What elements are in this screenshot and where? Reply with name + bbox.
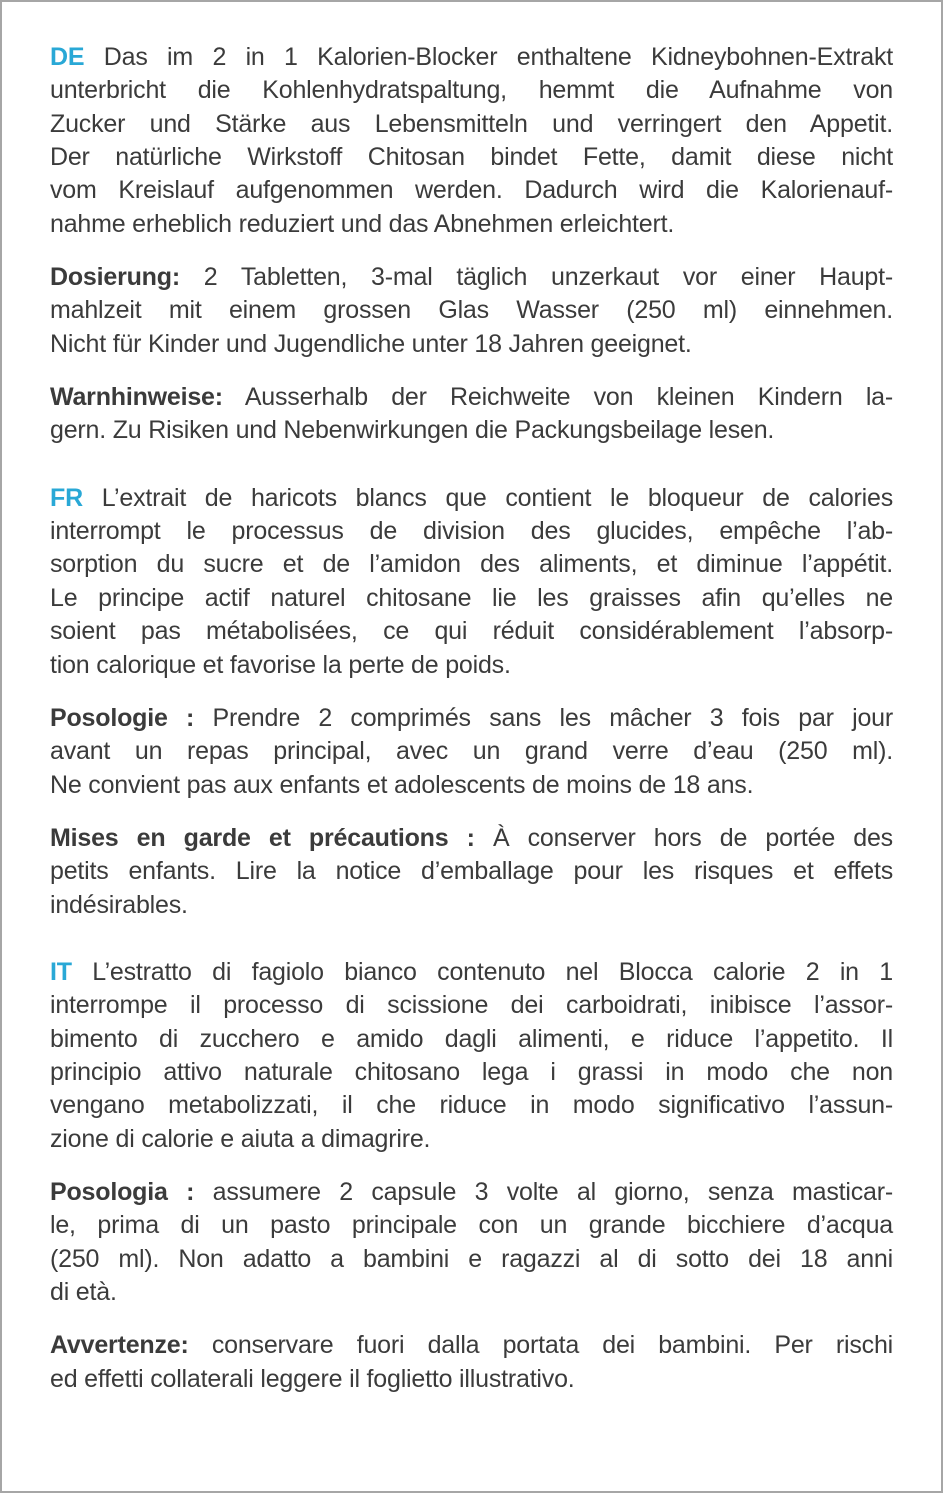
text-line: (250 ml). Non adatto a bambini e ragazzi al di sotto dei 18 anni [50,1244,893,1273]
text-line [50,956,893,989]
heading-avvertenze: Avvertenze: [50,1331,189,1360]
paragraph-posologia [50,1176,893,1309]
heading-posologia: Posologia : [50,1177,195,1206]
text-line: principio attivo naturale chitosano lega i grassi in modo che non [50,1057,893,1086]
line-text: Ausserhalb der Reichweite von kleinen Kindern la- [244,383,894,412]
text-line: vom Kreislauf aufgenommen werden. Dadurch wird die Kalorienauf- [50,176,893,205]
paragraph-posologie [50,702,893,802]
text-line: nahme erheblich reduziert und das Abnehmen erleichtert. [50,209,675,238]
text-line: mahlzeit mit einem grossen Glas Wasser (250 ml) einnehmen. [50,296,893,325]
text-line: gern. Zu Risiken und Nebenwirkungen die Packungsbeilage lesen. [50,416,775,445]
line-text: L’extrait de haricots blancs que contient le bloqueur de calories [101,483,894,512]
text-line: di età. [50,1278,117,1306]
line-text: L’estratto di fagiolo bianco contenuto nel Blocca calorie 2 in 1 [92,957,893,986]
text-line [50,1329,893,1362]
text-line: avant un repas principal, avec un grand verre d’eau (250 ml). [50,737,893,766]
text-line: Zucker und Stärke aus Lebensmitteln und verringert den Appetit. [50,109,893,138]
section-fr [50,482,893,922]
paragraph-warnhinweise [50,381,893,448]
text-line [50,381,893,414]
heading-posologie: Posologie : [50,703,195,732]
line-text: À conserver hors de portée des [492,823,893,852]
text-line: indésirables. [50,890,188,919]
text-line: unterbricht die Kohlenhydratspaltung, hemmt die Aufnahme von [50,76,893,105]
lang-code-fr: FR [50,483,83,512]
lang-code-it: IT [50,957,72,986]
text-line: petits enfants. Lire la notice d’emballage pour les risques et effets [50,857,893,886]
text-line: zione di calorie e aiuta a dimagrire. [50,1124,431,1153]
text-line: bimento di zucchero e amido dagli alimenti, e riduce l’appetito. Il [50,1024,893,1053]
heading-warnhinweise: Warnhinweise: [50,383,223,412]
label-text-content [50,41,893,1396]
text-line: soient pas métabolisées, ce qui réduit considérablement l’absorp- [50,617,893,646]
line-text: assumere 2 capsule 3 volte al giorno, senza masticar- [212,1177,894,1206]
line-text: 2 Tabletten, 3-mal täglich unzerkaut vor einer Haupt- [203,263,893,292]
text-line: interrompt le processus de division des glucides, empêche l’ab- [50,517,893,546]
text-line: Der natürliche Wirkstoff Chitosan bindet Fette, damit diese nicht [50,143,893,172]
text-line [50,702,893,735]
line-text: conservare fuori dalla portata dei bambini. Per rischi [211,1331,893,1360]
text-line [50,482,893,515]
paragraph-de-intro [50,41,893,241]
text-line: sorption du sucre et de l’amidon des aliments, et diminue l’appétit. [50,550,893,579]
section-it [50,956,893,1396]
text-line: tion calorique et favorise la perte de poids. [50,650,511,679]
line-text: Das im 2 in 1 Kalorien-Blocker enthaltene Kidneybohnen-Extrakt [103,43,893,71]
section-de [50,41,893,448]
heading-dosierung: Dosierung: [50,263,180,292]
line-text: Prendre 2 comprimés sans les mâcher 3 fois par jour [212,703,894,732]
text-line: vengano metabolizzati, il che riduce in modo significativo l’assun- [50,1091,893,1120]
text-line: ed effetti collaterali leggere il foglietto illustrativo. [50,1364,575,1393]
heading-mises-en-garde-et-precautions: Mises en garde et précautions : [50,823,475,852]
text-line: interrompe il processo di scissione dei carboidrati, inibisce l’assor- [50,991,893,1020]
text-line: Ne convient pas aux enfants et adolescents de moins de 18 ans. [50,770,754,799]
text-line [50,261,893,294]
paragraph-it-intro [50,956,893,1156]
lang-code-de: DE [50,43,85,71]
paragraph-mises-en-garde-et-precautions [50,822,893,922]
text-line [50,1176,893,1209]
text-line: le, prima di un pasto principale con un grande bicchiere d’acqua [50,1211,893,1240]
text-line: Le principe actif naturel chitosane lie les graisses afin qu’elles ne [50,583,893,612]
paragraph-avvertenze [50,1329,893,1396]
text-line: Nicht für Kinder und Jugendliche unter 18 Jahren geeignet. [50,329,692,358]
text-line [50,41,893,74]
paragraph-fr-intro [50,482,893,682]
paragraph-dosierung [50,261,893,361]
text-line [50,822,893,855]
